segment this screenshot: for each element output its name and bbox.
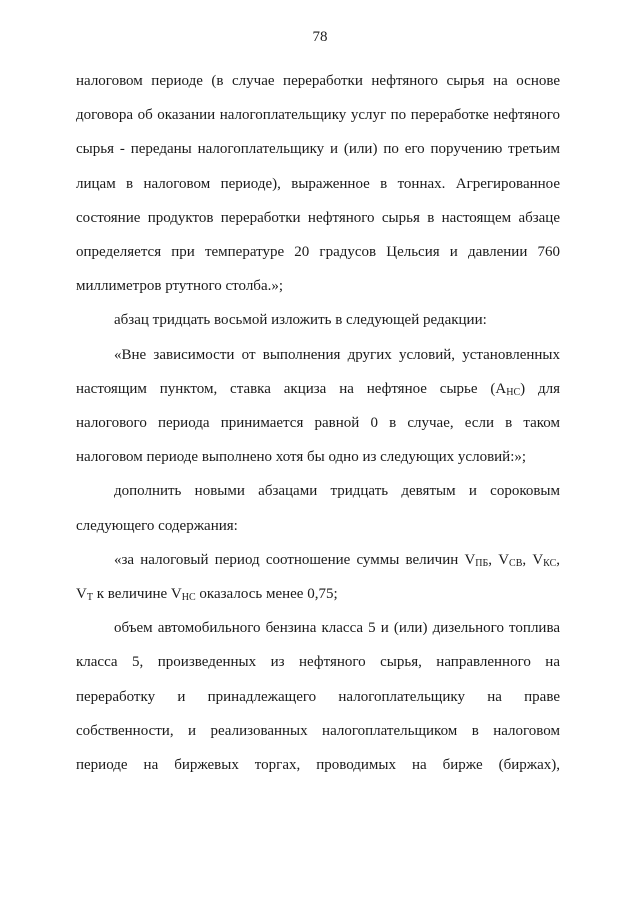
paragraph-5-text-c: , V: [522, 551, 544, 568]
paragraph-5-sub-sv: СВ: [509, 557, 523, 569]
paragraph-3-text-a: «Вне зависимости от выполнения других условий, установленных настоящим пунктом, ставка акциза на нефтяное сырье (А: [76, 346, 560, 397]
page-number: 78: [312, 29, 328, 45]
paragraph-5-text-a: «за налоговый период соотношение суммы величин V: [114, 551, 476, 568]
paragraph-5-text-f: оказалось менее 0,75;: [195, 586, 338, 603]
paragraph-5: [76, 543, 560, 611]
paragraph-5-sub-t: Т: [86, 592, 93, 604]
document-body: [76, 64, 560, 782]
paragraph-5-text-d: , V: [76, 551, 560, 603]
paragraph-3: [76, 338, 560, 475]
paragraph-1: налоговом периоде (в случае переработки нефтяного сырья на основе договора об оказании налогоплательщику услуг по переработке нефтяного сырья - переданы налогоплательщику и (или) по его поручению третьим лицам в налоговом периоде), выраженное в тоннах. Агрегированное состояние продуктов переработки нефтяного сырья в настоящем абзаце определяется при температуре 20 градусов Цельсия и давлении 760 миллиметров ртутного столба.»;: [76, 73, 560, 295]
paragraph-4: дополнить новыми абзацами тридцать девятым и сороковым следующего содержания:: [76, 483, 560, 534]
paragraph-5-sub-ks: КС: [543, 557, 557, 569]
paragraph-5-sub-pb: ПБ: [475, 557, 489, 569]
paragraph-2: абзац тридцать восьмой изложить в следующей редакции:: [114, 312, 487, 329]
paragraph-6: объем автомобильного бензина класса 5 и (или) дизельного топлива класса 5, произведенных из нефтяного сырья, направленного на переработку и принадлежащего налогоплательщику на праве собственности, и реализованных налогоплательщиком в налоговом периоде на биржевых торгах, проводимых на бирже (биржах),: [76, 620, 560, 774]
paragraph-5-text-b: , V: [488, 551, 510, 568]
paragraph-5-sub-ns: НС: [181, 592, 196, 604]
paragraph-3-subscript: НС: [506, 386, 521, 398]
paragraph-3-text-b: ) для налогового периода принимается равной 0 в случае, если в таком налоговом периоде выполнено хотя бы одно из следующих условий:»;: [76, 380, 560, 466]
paragraph-5-text-e: к величине V: [92, 586, 182, 603]
